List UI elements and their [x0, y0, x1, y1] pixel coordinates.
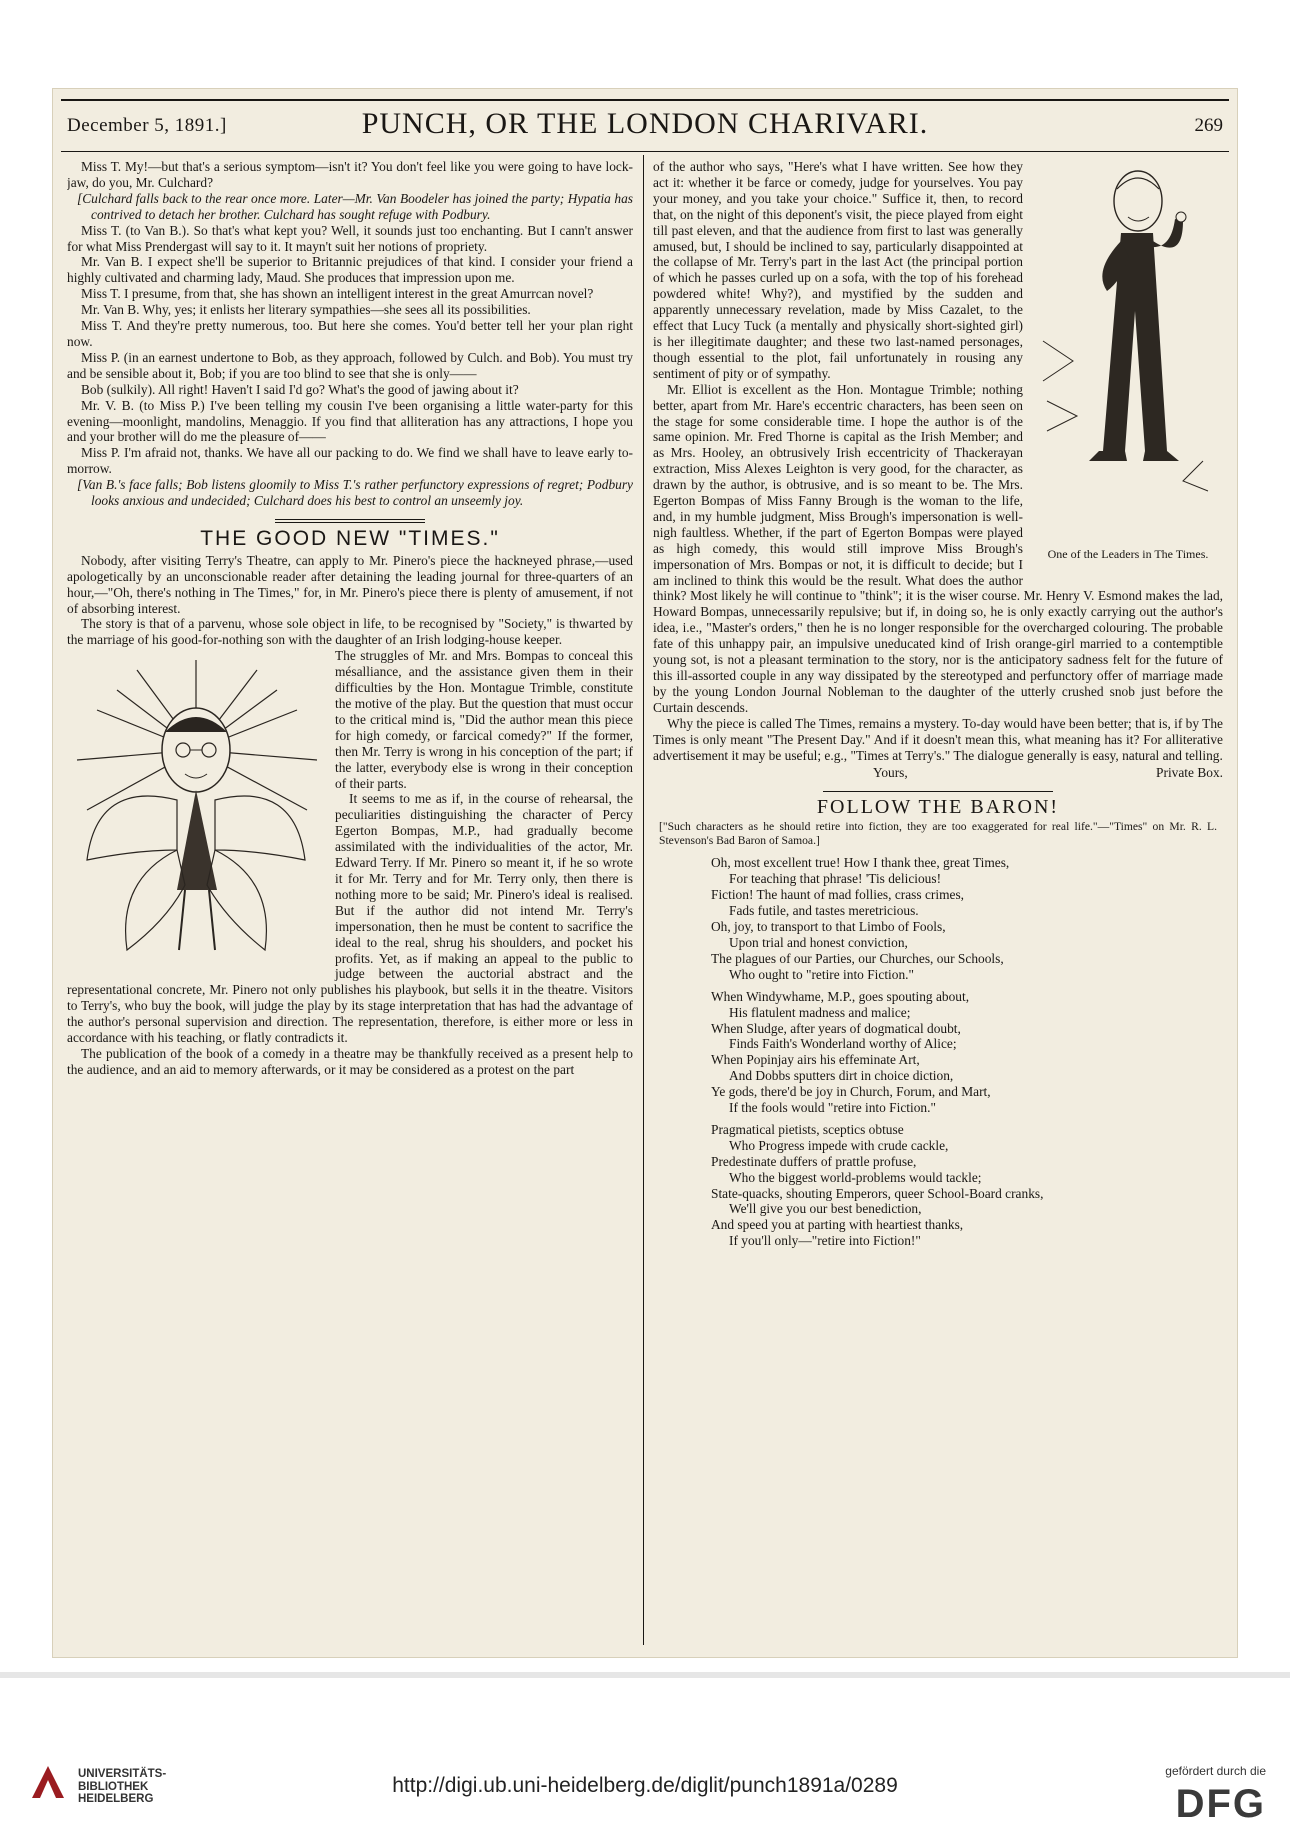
poem-line: Upon trial and honest conviction,	[729, 934, 908, 950]
stage-direction: [Culchard falls back to the rear once more. Later—Mr. Van Boodeler has joined the party; Hypatia has contrived to detach her brother. Culchard has sought refuge with Podbury.	[77, 190, 633, 222]
poem-line: We'll give you our best benediction,	[729, 1201, 922, 1217]
page-number: 269	[1194, 115, 1223, 136]
article-paragraph: The struggles of Mr. and Mrs. Bompas to conceal this mésalliance, and the assistance given them in their difficulties by the Hon. Montague Trimble, constitute the motive of the play. But the question that must occur to the critical mind is, "Did the author mean this piece for high comedy, or farcical comedy?" If the former, then Mr. Terry is wrong in his conception of the part; if the latter, everybody else is wrong in their conception of their parts.	[335, 648, 633, 791]
poem-line: If the fools would "retire into Fiction."	[729, 1100, 936, 1116]
illustration-caption: One of the Leaders in The Times.	[1047, 546, 1209, 561]
poem-line: Who ought to "retire into Fiction."	[729, 966, 914, 982]
poem-line: Who the biggest world-problems would tackle;	[729, 1169, 982, 1185]
header-rule	[61, 151, 1229, 152]
university-name-line: UNIVERSITÄTS-	[78, 1768, 167, 1780]
poem-line: The plagues of our Parties, our Churches, our Schools,	[711, 950, 1004, 966]
poem-line: Fiction! The haunt of mad follies, crass crimes,	[711, 887, 964, 903]
winged-figure-drawing	[67, 650, 325, 980]
illustration-winged-figure	[67, 650, 325, 980]
poem-line: Who Progress impede with crude cackle,	[729, 1137, 949, 1153]
dialogue-paragraph: Bob (sulkily). All right! Haven't I said I'd go? What's the good of jawing about it?	[81, 381, 519, 397]
poem	[711, 855, 1223, 1249]
signature	[653, 765, 1223, 781]
dialogue-paragraph: Miss T. I presume, from that, she has shown an intelligent interest in the great Amurrcan novel?	[81, 286, 594, 302]
poem-line: If you'll only—"retire into Fiction!"	[729, 1233, 921, 1249]
permalink-url[interactable]: http://digi.ub.uni-heidelberg.de/diglit/punch1891a/0289	[392, 1774, 898, 1797]
poem-line: Pragmatical pietists, sceptics obtuse	[711, 1121, 904, 1137]
review-paragraph: Mr. Elliot is excellent as the Hon. Montague Trimble; nothing better, apart from Mr. Hare's eccentric characters, has been seen on the stage for some considerable time. I hope the author is of the same opinion. Mr. Fred Thorne is capital as the Irish Member; and as Mrs. Hooley, an obtrusively Irish eccentricity of Thackerayan extraction, Miss Alexes Leighton is very good, for the character, as drawn by the author, is obtrusive, and is so meant to be. The Mrs. Egerton Bompas of Miss Fanny Brough is the woman to the life, and, in my humble judgment, Miss Brough's impersonation is well-nigh faultless. Whether, if the part of Egerton Bompas were played as high comedy, this would still improve Miss Brough's impersonation of Mrs. Bompas or not, it is difficult to decide; but I am inclined to think this would be the result. What does the author think? Most likely he will continue to "think"; it is the wiser course. Mr. Henry V. Esmond makes the lad, Howard Bompas, unnecessarily repulsive; but if, in doing so, he is only exactly carrying out the author's idea, i.e., "Master's orders," then he is no longer responsible for the overcharged colouring. The probable fate of this unhappy pair, an impulsive uneducated kind of Irish orange-girl married to a contemptible young sot, is not a pleasant termination to the story, nor is the anticipatory sadness felt for the future of this ill-assorted couple in any way dissipated by the stereotyped and perfunctory offer of marriage made by the young London Journal Nobleman to the daughter of the utterly crushed snob just before the Curtain descends.	[653, 381, 1223, 715]
poem-stanza	[711, 989, 1223, 1116]
poem-line: When Sludge, after years of dogmatical doubt,	[711, 1020, 961, 1036]
article-heading: THE GOOD NEW "TIMES."	[200, 526, 500, 550]
poem-epigraph: ["Such characters as he should retire into fiction, they are too exaggerated for real life."—"Times" on Mr. R. L. Stevenson's Bad Baron of Samoa.]	[659, 820, 1217, 847]
poem-title: FOLLOW THE BARON!	[816, 796, 1060, 819]
dialogue-paragraph: Mr. Van B. I expect she'll be superior to Britannic prejudices of that kind. I consider your friend a highly cultivated and charming lady, Maud. She produces that impression upon me.	[67, 254, 633, 286]
dialogue-paragraph: Miss P. I'm afraid not, thanks. We have all our packing to do. We find we shall have to leave early to-morrow.	[67, 445, 633, 477]
poem-line: Oh, most excellent true! How I thank thee, great Times,	[711, 855, 1010, 871]
footer-bar	[0, 1672, 1290, 1678]
poem-line: His flatulent madness and malice;	[729, 1004, 911, 1020]
article-paragraph: The publication of the book of a comedy in a theatre may be thankfully received as a present help to the audience, and an aid to memory afterwards, or it may be considered as a protest on the part	[67, 1045, 633, 1077]
dialogue-paragraph: Mr. V. B. (to Miss P.) I've been telling my cousin I've been organising a little water-party for this evening—moonlight, mandolins, Menaggio. If you find that alliteration has any attractions, I hope you and your brother will do me the pleasure of——	[67, 397, 633, 445]
illustration-leader	[1033, 161, 1223, 579]
poem-line: Predestinate duffers of prattle profuse,	[711, 1153, 917, 1169]
poem-line: Fads futile, and tastes meretricious.	[729, 903, 919, 919]
dialogue-paragraph: Miss T. And they're pretty numerous, too. But here she comes. You'd better tell her your plan right now.	[67, 318, 633, 349]
poem-line: State-quacks, shouting Emperors, queer School-Board cranks,	[711, 1185, 1044, 1201]
column-divider	[643, 155, 644, 1645]
section-rule	[823, 791, 1053, 792]
article-paragraph: The story is that of a parvenu, whose sole object in life, to be recognised by "Society," is thwarted by the marriage of his good-for-nothing son with the daughter of an Irish lodging-house keeper.	[67, 616, 633, 648]
poem-line: When Windywhame, M.P., goes spouting about,	[711, 988, 970, 1004]
poem-line: For teaching that phrase! 'Tis delicious!	[729, 871, 942, 887]
article-paragraph: Nobody, after visiting Terry's Theatre, can apply to Mr. Pinero's piece the hackneyed phrase,—used apologetically by an unconscionable reader after detaining the leading journal for three-quarters of an hour,—"Oh, there's nothing in The Times," for, in Mr. Pinero's piece there is plenty of amusement, if not of absorbing interest.	[67, 552, 633, 616]
poem-line: Ye gods, there'd be joy in Church, Forum, and Mart,	[711, 1084, 991, 1100]
signature-name: Private Box.	[1156, 765, 1223, 781]
poem-line: And speed you at parting with heartiest thanks,	[711, 1217, 964, 1233]
left-column	[67, 159, 633, 1645]
poem-stanza	[711, 1122, 1223, 1249]
issue-date: December 5, 1891.]	[67, 115, 227, 136]
article-paragraph: It seems to me as if, in the course of rehearsal, the peculiarities distinguishing the character of Percy Egerton Bompas, M.P., had gradually become assimilated with the individualities of the actor, Mr. Edward Terry. If Mr. Pinero so meant it, if he so wrote it for Mr. Terry and for Mr. Terry only, then there is nothing more to be said; Mr. Pinero's ideal is realised. But if the author did not intend Mr. Terry's impersonation, then he must be content to sacrifice the ideal to the real, shrug his shoulders, and pocket his profits. Yet, as if making an appeal to the public to judge between the auctorial abstract and the representational concrete, Mr. Pinero not only publishes his playbook, but sells it in the theatre. Visitors to Terry's, who buy the book, will judge the play by its stage interpretation that has had the advantage of the author's personal supervision and direction. The representation, therefore, is either more or less in accordance with his teaching, or flatly contradicts it.	[67, 791, 633, 1046]
review-paragraph: of the author who says, "Here's what I have written. See how they act it: whether it be farce or comedy, judge for yourselves. You pay your money, and you take your choice." Suffice it, then, to record that, on the night of this deponent's visit, the piece played from eight till past eleven, and that the audience from first to last was generally amused, but, I should be inclined to say, particularly disappointed at the collapse of Mr. Terry's part in the last Act (the principal portion of which he passes curled up on a sofa, with the top of his forehead powdered white! Why?), and mystified by the sudden and apparently unnecessary revelation, made by Miss Cazalet, to the effect that Lucy Tuck (a mentally and physically short-sighted girl) is her illegitimate daughter; and these two last-named personages, though essential to the plot, fail unfortunately in rousing any sentiment of pity or of sympathy.	[653, 159, 1023, 381]
page-header	[67, 107, 1223, 147]
university-name-line: HEIDELBERG	[78, 1793, 154, 1805]
right-column	[653, 159, 1223, 1645]
viewer-footer	[0, 1672, 1290, 1836]
university-name-line: BIBLIOTHEK	[78, 1780, 149, 1793]
dialogue-paragraph: Miss P. (in an earnest undertone to Bob, as they approach, followed by Culch. and Bob). You must try and be sensible about it, Bob; if you are too blind to see that she is only——	[67, 349, 633, 381]
poem-stanza	[711, 855, 1223, 982]
poem-line: Oh, joy, to transport to that Limbo of Fools,	[711, 919, 946, 935]
stage-direction: [Van B.'s face falls; Bob listens gloomily to Miss T.'s rather perfunctory expressions of regret; Podbury looks anxious and undecided; Culchard does his best to control an unseemly joy.	[77, 477, 633, 509]
section-rule	[275, 519, 425, 523]
dialogue-paragraph: Mr. Van B. Why, yes; it enlists her literary sympathies—she sees all its possibilities.	[81, 302, 531, 318]
leader-figure-drawing	[1033, 161, 1223, 541]
funded-by-label: gefördert durch die	[1165, 1764, 1266, 1778]
signature-salutation: Yours,	[873, 765, 908, 781]
masthead-title: PUNCH, OR THE LONDON CHARIVARI.	[361, 107, 929, 140]
scanned-page	[52, 88, 1238, 1658]
poem-line: And Dobbs sputters dirt in choice diction,	[729, 1068, 954, 1084]
review-paragraph: Why the piece is called The Times, remains a mystery. To-day would have been better; that is, if by The Times is only meant "The Present Day." And if it doesn't mean this, what meaning has it? For alliterative advertisement it may be useful; e.g., "Times at Terry's." The dialogue generally is easy, natural and telling.	[653, 715, 1223, 763]
dialogue-paragraph: Miss T. (to Van B.). So that's what kept you? Well, it sounds just too enchanting. But I cann't answer for what Miss Prendergast will say to it. It mayn't suit her notions of propriety.	[67, 222, 633, 254]
dfg-logo: DFG	[1175, 1782, 1266, 1826]
poem-line: When Popinjay airs his effeminate Art,	[711, 1052, 920, 1068]
top-rule	[61, 99, 1229, 101]
poem-line: Finds Faith's Wonderland worthy of Alice;	[729, 1036, 957, 1052]
dialogue-paragraph: Miss T. My!—but that's a serious symptom—isn't it? You don't feel like you were going to have lock-jaw, do you, Mr. Culchard?	[67, 159, 633, 190]
